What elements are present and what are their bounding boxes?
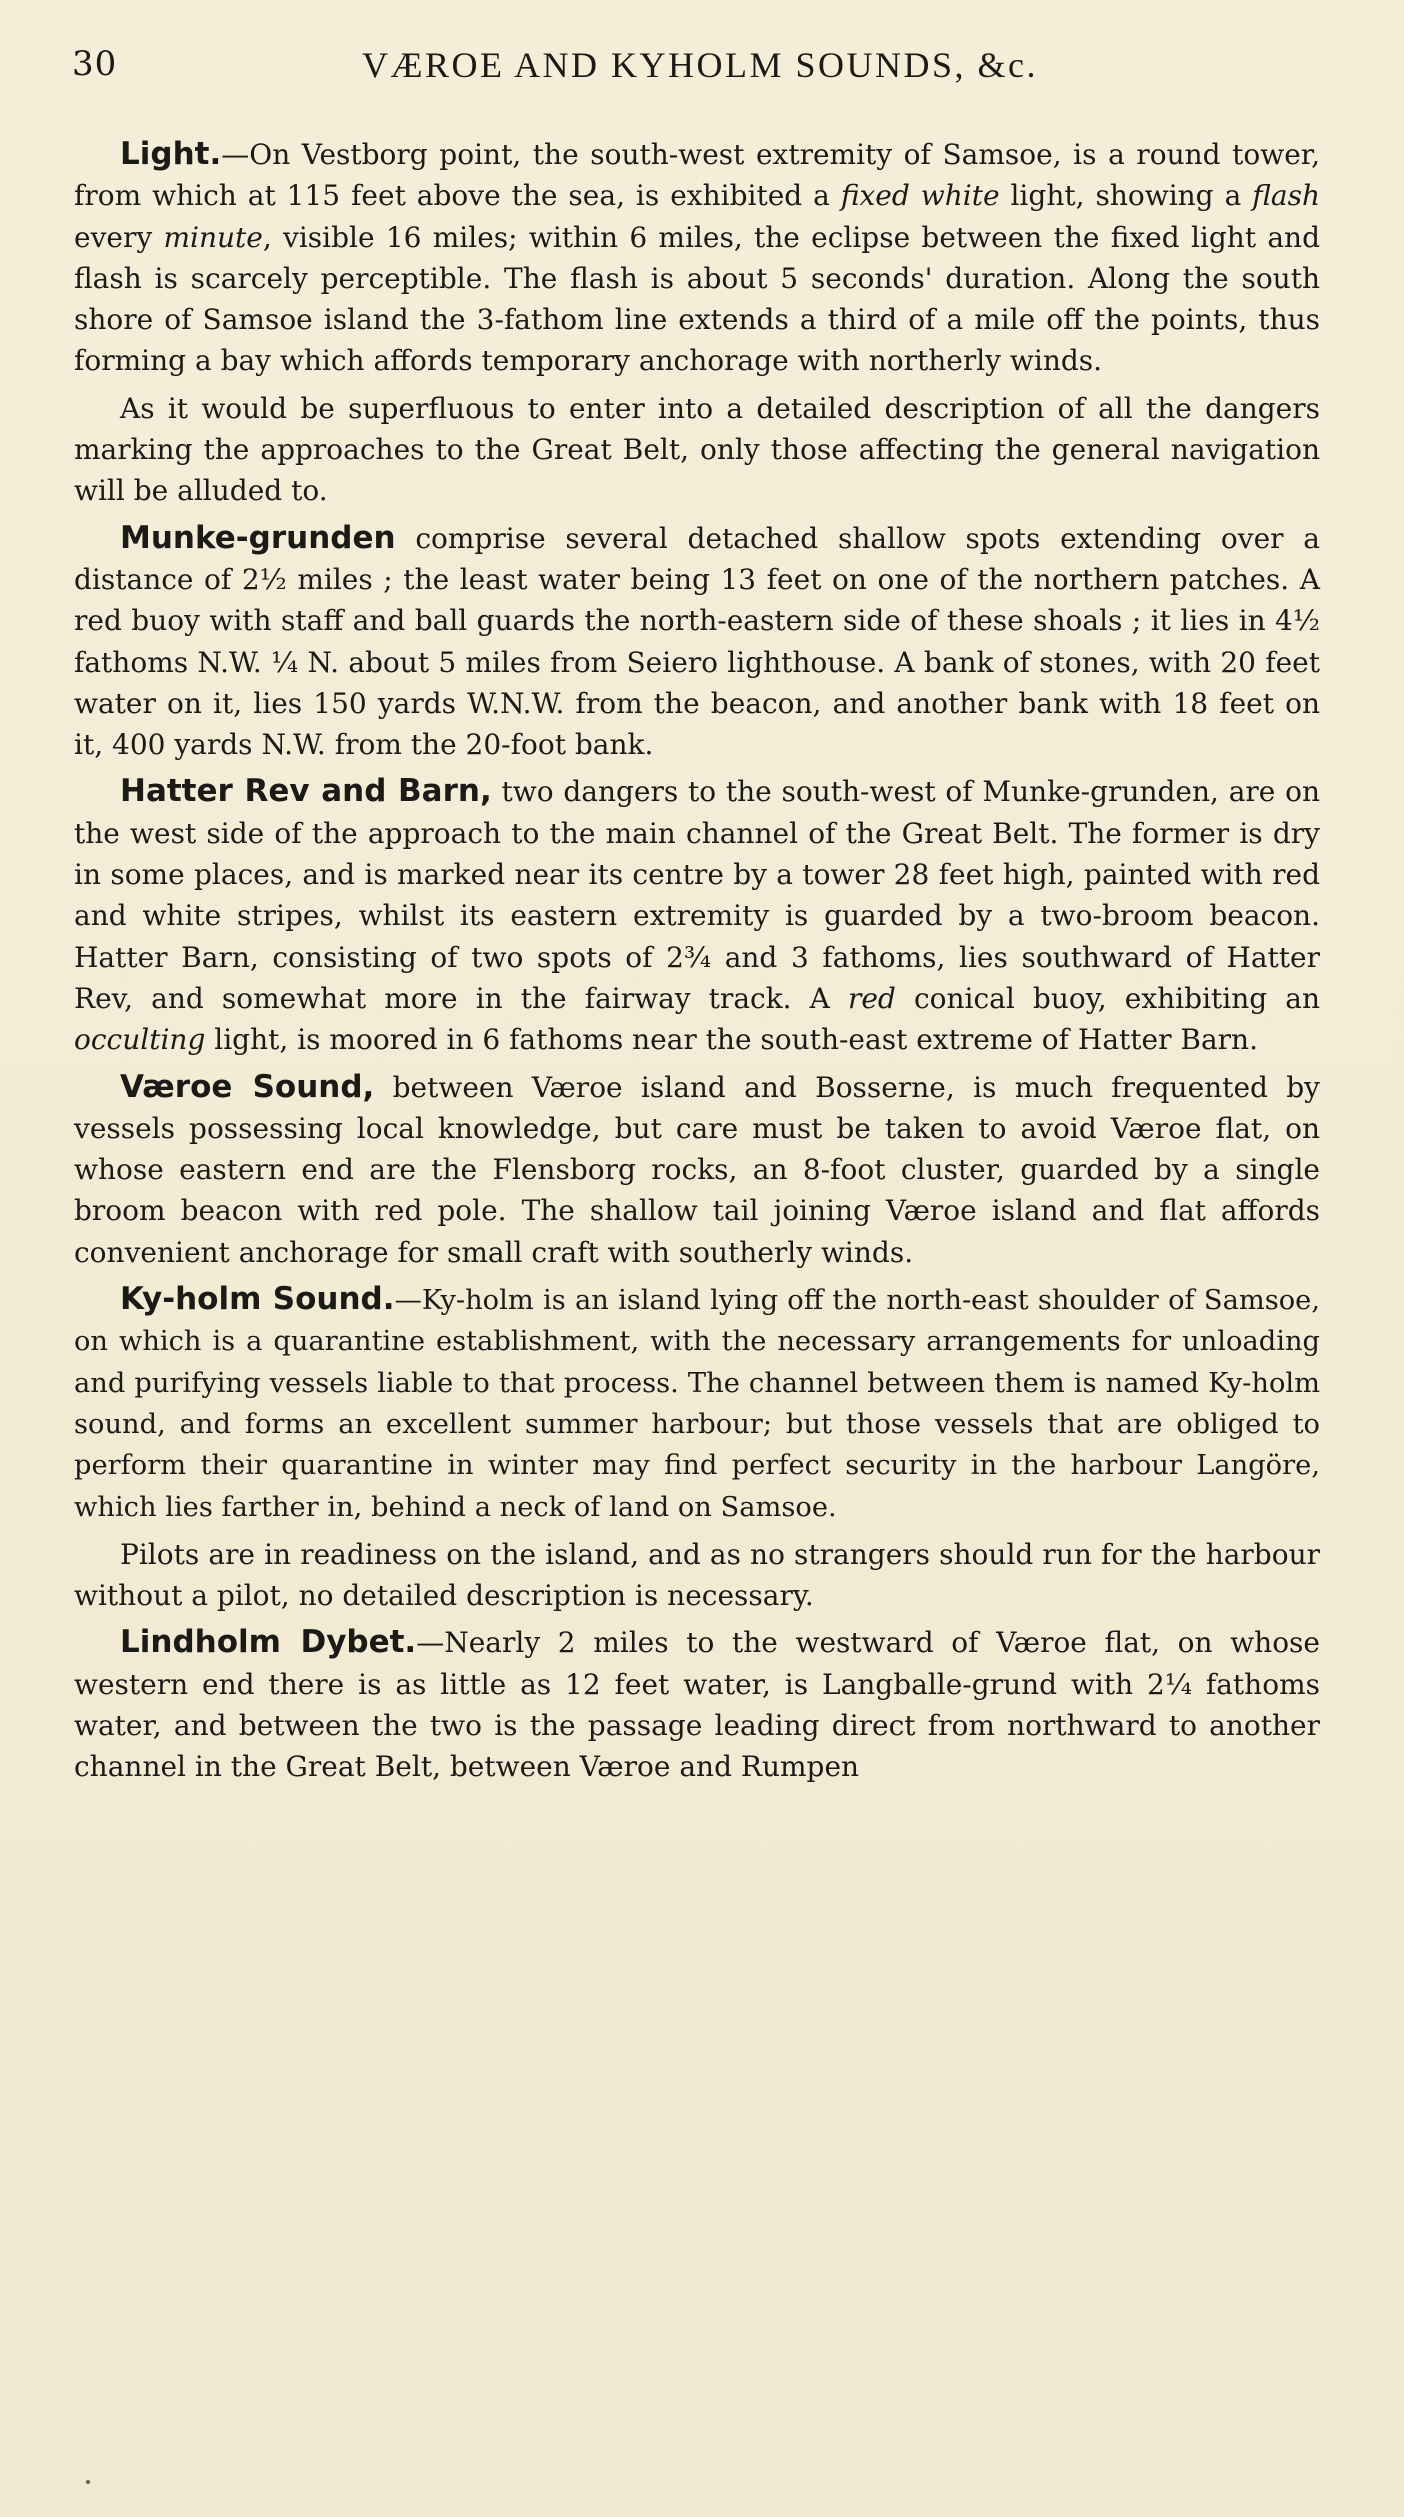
paragraph-text: Pilots are in readiness on the island, and as no strangers should run for the harbour without a pilot, no detailed description is necessary.: [74, 1537, 1320, 1613]
paragraph-text: —Nearly 2 miles to the westward of Væroe flat, on whose western end there is as little as 12 feet water, is Langballe-grund with 2¼ fathoms water, and between the two is the passage leading direct from northward to another channel in the Great Belt, between Væroe and Rumpen: [74, 1626, 1320, 1784]
running-title: VÆROE AND KYHOLM SOUNDS, &c.: [362, 45, 1039, 85]
print-speck: [86, 2480, 90, 2484]
paragraph-text: —On Vestborg point, the south-west extremity of Samsoe, is a round tower, from which at 115 feet above the sea, is exhibited a: [74, 138, 1320, 213]
paragraph: [74, 1534, 1320, 1617]
paragraph: [74, 1067, 1320, 1273]
section-heading: Light.: [120, 136, 222, 172]
paragraph-text: , visible 16 miles; within 6 miles, the eclipse between the fixed light and flash is scarcely perceptible. The flash is about 5 seconds' duration. Along the south shore of Samsoe island the 3-fathom line extends a third of a mile off the points, thus forming a bay which affords temporary anchorage with northerly winds.: [74, 220, 1320, 378]
paragraph: [74, 1622, 1320, 1787]
body-text: [74, 134, 1320, 1794]
paragraph-text: between Væroe island and Bosserne, is much frequented by vessels possessing local knowledge, but care must be taken to avoid Væroe flat, on whose eastern end are the Flensborg rocks, an 8-foot cluster, guarded by a single broom beacon with red pole. The shallow tail joining Væroe island and flat affords convenient anchorage for small craft with southerly winds.: [74, 1070, 1320, 1269]
paragraph: [74, 771, 1320, 1060]
section-heading: Lindholm Dybet.: [120, 1624, 417, 1661]
paragraph-text: two dangers to the south-west of Munke-grunden, are on the west side of the approach to the main channel of the Great Belt. The former is dry in some places, and is marked near its centre by a tower 28 feet high, painted with red and white stripes, whilst its eastern extremity is guarded by a two-broom beacon. Hatter Barn, consisting of two spots of 2¾ and 3 fathoms, lies southward of Hatter Rev, and somewhat more in the fairway track. A: [74, 775, 1320, 1015]
section-heading: Væroe Sound,: [120, 1068, 375, 1105]
paragraph: [74, 134, 1320, 382]
paragraph: [74, 518, 1320, 766]
italic-text: minute: [163, 220, 263, 254]
paragraph: [74, 388, 1320, 512]
paragraph-text: light, is moored in 6 fathoms near the south-east extreme of Hatter Barn.: [205, 1023, 1258, 1057]
section-heading: Munke-grunden: [120, 519, 396, 556]
paragraph-text: light, showing a: [999, 179, 1253, 213]
section-heading: Hatter Rev and Barn,: [120, 773, 492, 810]
page-number: 30: [72, 44, 118, 84]
running-head: [72, 44, 1332, 88]
paragraph-text: —Ky-holm is an island lying off the north-east shoulder of Samsoe, on which is a quarantine establishment, with the necessary arrangements for unloading and purifying vessels liable to that process. The channel between them is named Ky-holm sound, and forms an excellent summer harbour; but those vessels that are obliged to perform their quarantine in winter may find perfect security in the harbour Langöre, which lies farther in, behind a neck of land on Samsoe.: [74, 1285, 1321, 1523]
italic-text: flash: [1252, 179, 1320, 213]
italic-text: fixed white: [840, 179, 1000, 213]
italic-text: occulting: [74, 1023, 206, 1057]
italic-text: red: [847, 981, 896, 1015]
paragraph-text: conical buoy, exhibiting an: [895, 981, 1320, 1015]
paragraph-text: comprise several detached shallow spots extending over a distance of 2½ miles ; the least water being 13 feet on one of the northern patches. A red buoy with staff and ball guards the north-eastern side of these shoals ; it lies in 4½ fathoms N.W. ¼ N. about 5 miles from Seiero lighthouse. A bank of stones, with 20 feet water on it, lies 150 yards W.N.W. from the beacon, and another bank with 18 feet on it, 400 yards N.W. from the 20-foot bank.: [74, 521, 1320, 762]
paragraph: [74, 1279, 1320, 1528]
paragraph-text: As it would be superfluous to enter into a detailed description of all the dangers marking the approaches to the Great Belt, only those affecting the general navigation will be alluded to.: [74, 391, 1320, 508]
paragraph-text: every: [74, 220, 164, 254]
section-heading: Ky-holm Sound.: [120, 1281, 395, 1318]
